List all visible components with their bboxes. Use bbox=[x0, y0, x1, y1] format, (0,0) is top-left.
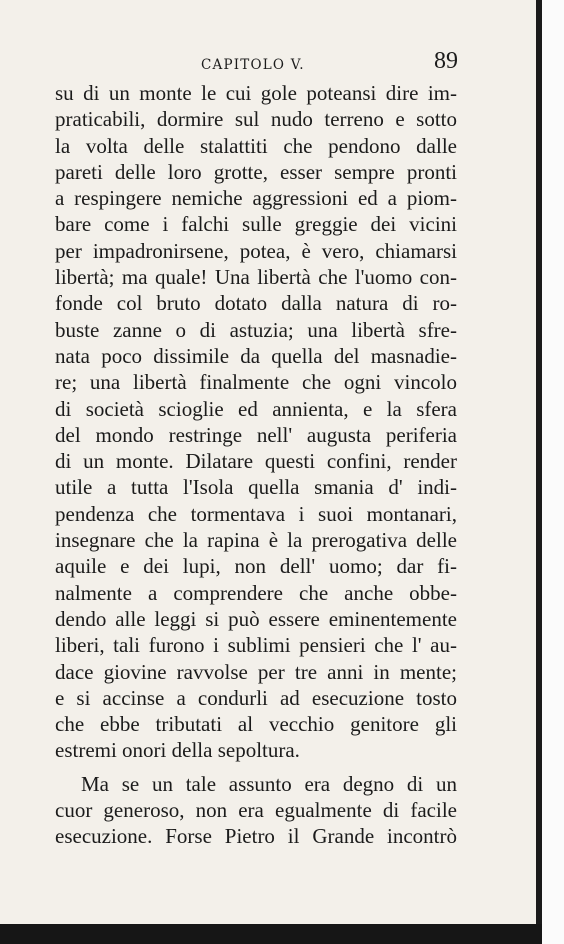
text-line: libertà; ma quale! Una libertà che l'uomo con- bbox=[55, 265, 457, 290]
text-line: buste zanne o di astuzia; una libertà sfre- bbox=[55, 317, 457, 342]
body-text bbox=[55, 80, 457, 850]
text-line: nalmente a comprendere che anche obbe- bbox=[55, 580, 457, 605]
text-line: e si accinse a condurli ad esecuzione tosto bbox=[55, 685, 457, 710]
text-line: fonde col bruto dotato dalla natura di ro- bbox=[55, 291, 457, 316]
text-line: insegnare che la rapina è la prerogativa delle bbox=[55, 528, 457, 553]
text-line: che ebbe tributati al vecchio genitore gli bbox=[55, 712, 457, 737]
text-line: dace giovine ravvolse per tre anni in mente; bbox=[55, 659, 457, 684]
text-line: Ma se un tale assunto era degno di un bbox=[81, 771, 457, 796]
text-line: di società scioglie ed annienta, e la sfera bbox=[55, 396, 457, 421]
text-line: a respingere nemiche aggressioni ed a piom- bbox=[55, 186, 457, 211]
text-line: esecuzione. Forse Pietro il Grande incontrò bbox=[55, 824, 457, 849]
text-line: estremi onori della sepoltura. bbox=[55, 738, 300, 763]
page-number: 89 bbox=[434, 48, 458, 74]
chapter-title: CAPITOLO V. bbox=[201, 57, 305, 73]
text-line: bare come i falchi sulle greggie dei vicini bbox=[55, 212, 457, 237]
text-line: su di un monte le cui gole poteansi dire im- bbox=[55, 81, 457, 105]
text-line: dendo alle leggi si può essere eminentemente bbox=[55, 606, 457, 631]
text-line: aquile e dei lupi, non dell' uomo; dar fi- bbox=[55, 554, 457, 579]
text-line: praticabili, dormire sul nudo terreno e sotto bbox=[55, 107, 457, 132]
text-line: liberi, tali furono i sublimi pensieri che l' au- bbox=[55, 633, 457, 658]
text-line: re; una libertà finalmente che ogni vincolo bbox=[55, 370, 457, 395]
text-line: cuor generoso, non era egualmente di facile bbox=[55, 798, 457, 823]
running-head bbox=[55, 44, 460, 84]
text-line: nata poco dissimile da quella del masnadie- bbox=[55, 343, 457, 368]
scan-right-margin bbox=[542, 0, 564, 944]
scan-bottom-edge bbox=[0, 924, 542, 944]
text-line: del mondo restringe nell' augusta periferia bbox=[55, 422, 457, 447]
text-line: pendenza che tormentava i suoi montanari, bbox=[55, 501, 457, 526]
text-line: la volta delle stalattiti che pendono dalle bbox=[55, 133, 457, 158]
text-line: di un monte. Dilatare questi confini, render bbox=[55, 449, 457, 474]
text-line: pareti delle loro grotte, esser sempre pronti bbox=[55, 159, 457, 184]
text-line: per impadronirsene, potea, è vero, chiamarsi bbox=[55, 238, 457, 263]
text-line: utile a tutta l'Isola quella smania d' indi- bbox=[55, 475, 457, 500]
